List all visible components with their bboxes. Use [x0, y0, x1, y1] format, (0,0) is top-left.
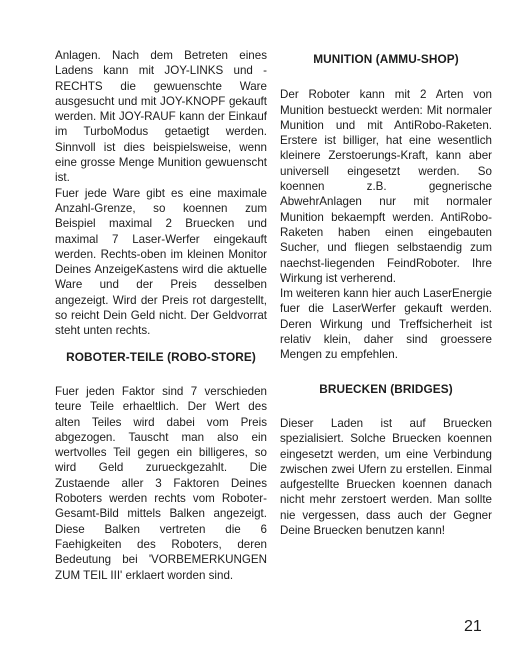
left-column — [55, 48, 267, 583]
ammu-shop-paragraph-laser: Im weiteren kann hier auch LaserEnergie fuer die LaserWerfer gekauft werden. Deren Wirkung und Treffsicherheit ist relativ klein, daher sind groessere Mengen zu empfehlen. — [280, 287, 492, 362]
right-column — [280, 48, 492, 538]
page-number: 21 — [464, 618, 482, 635]
intro-paragraph-limits: Fuer jede Ware gibt es eine maximale Anzahl-Grenze, so koennen zum Beispiel maximal 2 Bruecken und maximal 7 Laser-Werfer eingekauft werden. Rechts-oben im kleinen Monitor Deines AnzeigeKastens wird die aktuelle Ware und der Preis desselben angezeigt. Wird der Preis rot dargestellt, so reicht Dein Geld nicht. Der Geldvorrat steht unten rechts. — [55, 186, 267, 338]
ammu-shop-paragraph-ammo-types: Der Roboter kann mit 2 Arten von Munition bestueckt werden: Mit normaler Munition und mit AntiRobo-Raketen. Erstere ist billiger, hat eine wesentlich kleinere Zerstoerungs-Kraft, kann aber universell eingesetzt werden. So koennen z.B. gegnerische AbwehrAnlagen nur mit normaler Munition bekaempft werden. AntiRobo-Raketen haben einen eingebauten Sucher, und fliegen selbstaendig zum naechst-liegenden FeindRoboter. Ihre Wirkung ist verherend. — [280, 88, 492, 285]
bridges-paragraph: Dieser Laden ist auf Bruecken spezialisiert. Solche Bruecken koennen eingesetzt werden, um eine Verbindung zwischen zwei Ufern zu erstellen. Einmal aufgestellte Bruecken koennen danach nicht mehr zerstoert werden. Man sollte nie vergessen, dass auch der Gegner Deine Bruecken benutzen kann! — [280, 416, 492, 538]
robo-store-paragraph: Fuer jeden Faktor sind 7 verschieden teure Teile erhaeltlich. Der Wert des alten Teiles wird dabei vom Preis abgezogen. Tauscht man also ein wertvolles Teil gegen ein billigeres, so wird Geld zurueckgezahlt. Die Zustaende aller 3 Faktoren Deines Roboters werden rechts vom Roboter-Gesamt-Bild mittels Balken angezeigt. Diese Balken vertreten die 6 Faehigkeiten des Roboters, deren Bedeutung bei 'VORBEMERKUNGEN ZUM TEIL III' erklaert worden sind. — [55, 384, 267, 582]
bridges-heading: BRUECKEN (BRIDGES) — [319, 381, 453, 396]
robo-store-heading: ROBOTER-TEILE (ROBO-STORE) — [66, 349, 256, 364]
ammu-shop-heading: MUNITION (AMMU-SHOP) — [313, 52, 459, 66]
intro-paragraph-shop-controls: Anlagen. Nach dem Betreten eines Ladens kann mit JOY-LINKS und -RECHTS die gewuenschte Ware ausgesucht und mit JOY-KNOPF gekauft werden. Mit JOY-RAUF kann der Einkauf im TurboModus getaetigt werden. Sinnvoll ist dies beispielsweise, wenn eine grosse Menge Munition gewuenscht ist. — [55, 49, 267, 185]
